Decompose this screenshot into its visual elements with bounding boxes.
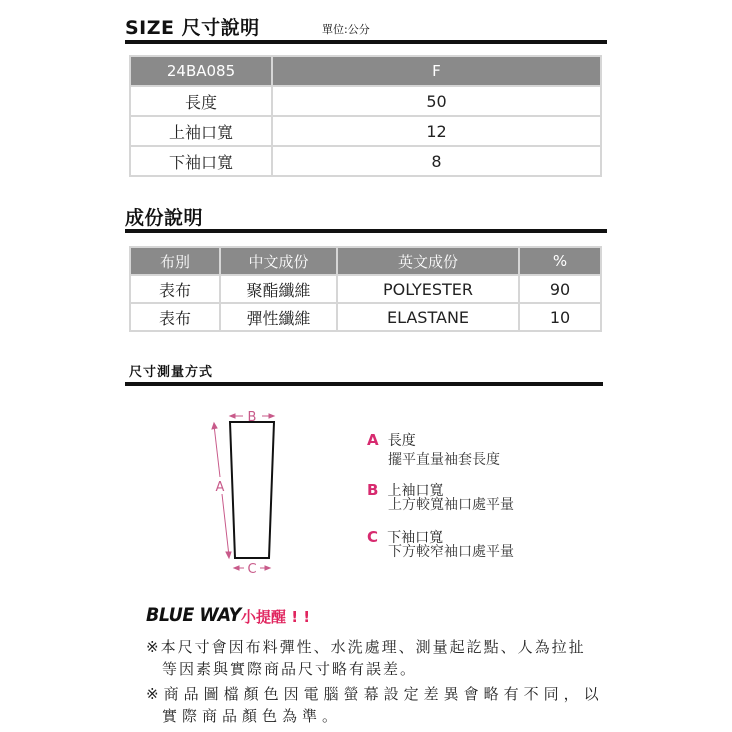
measure-rule <box>125 382 603 386</box>
header-cell: % <box>519 247 601 275</box>
table-cell: 下袖口寬 <box>130 146 272 176</box>
table-row <box>130 146 601 176</box>
header-cell: 24BA085 <box>130 56 272 86</box>
table-cell: ELASTANE <box>337 303 519 331</box>
legend-item-a <box>367 430 416 450</box>
table-cell: 90 <box>519 275 601 303</box>
note-line: 實際商品顏色為準。 <box>162 707 343 725</box>
label-b: B <box>247 410 257 425</box>
header-cell: 中文成份 <box>220 247 337 275</box>
legend-desc: 擺平直量袖套長度 <box>388 452 500 468</box>
table-cell: 彈性纖維 <box>220 303 337 331</box>
table-cell: 表布 <box>130 303 220 331</box>
note-line: ※商品圖檔顏色因電腦螢幕設定差異會略有不同，以 <box>146 685 604 703</box>
legend-desc: 上方較寬袖口處平量 <box>388 497 514 513</box>
table-row <box>130 86 601 116</box>
label-a: A <box>215 480 225 495</box>
label-c: C <box>247 562 257 577</box>
size-title: SIZE 尺寸說明 <box>125 17 260 39</box>
legend-title: 上袖口寬 <box>387 483 444 499</box>
legend-title: 下袖口寬 <box>387 530 444 546</box>
reminder-title: 小提醒 ! ! <box>241 608 311 626</box>
table-cell: 10 <box>519 303 601 331</box>
size-rule <box>125 40 607 44</box>
table-row <box>130 116 601 146</box>
table-cell: 聚酯纖維 <box>220 275 337 303</box>
table-cell: 50 <box>272 86 601 116</box>
material-table-header <box>130 247 601 275</box>
table-row <box>130 275 601 303</box>
table-cell: 上袖口寬 <box>130 116 272 146</box>
legend-desc: 下方較窄袖口處平量 <box>388 544 514 560</box>
sleeve-diagram <box>205 405 285 580</box>
legend-title: 長度 <box>387 433 416 449</box>
table-cell: 8 <box>272 146 601 176</box>
note-line: 等因素與實際商品尺寸略有誤差。 <box>162 660 418 678</box>
table-cell: 12 <box>272 116 601 146</box>
table-cell: 表布 <box>130 275 220 303</box>
table-cell: 長度 <box>130 86 272 116</box>
unit-label: 單位:公分 <box>322 23 370 36</box>
header-cell: 布別 <box>130 247 220 275</box>
reminder-note-2 <box>146 683 616 727</box>
header-cell: 英文成份 <box>337 247 519 275</box>
material-table <box>129 246 602 332</box>
sleeve-outline <box>230 422 274 558</box>
legend-letter: B <box>367 481 379 499</box>
measure-title: 尺寸測量方式 <box>129 365 214 380</box>
reminder-note-1 <box>146 636 616 680</box>
table-cell: POLYESTER <box>337 275 519 303</box>
legend-letter: C <box>367 528 379 546</box>
table-row <box>130 303 601 331</box>
size-table-header <box>130 56 601 86</box>
material-rule <box>125 229 607 233</box>
legend-letter: A <box>367 431 379 449</box>
header-cell: F <box>272 56 601 86</box>
size-table <box>129 55 602 177</box>
brand-logo: BLUE WAY <box>146 604 241 626</box>
material-title: 成份說明 <box>125 207 204 229</box>
note-line: ※本尺寸會因布料彈性、水洗處理、測量起訖點、人為拉扯 <box>146 638 586 656</box>
